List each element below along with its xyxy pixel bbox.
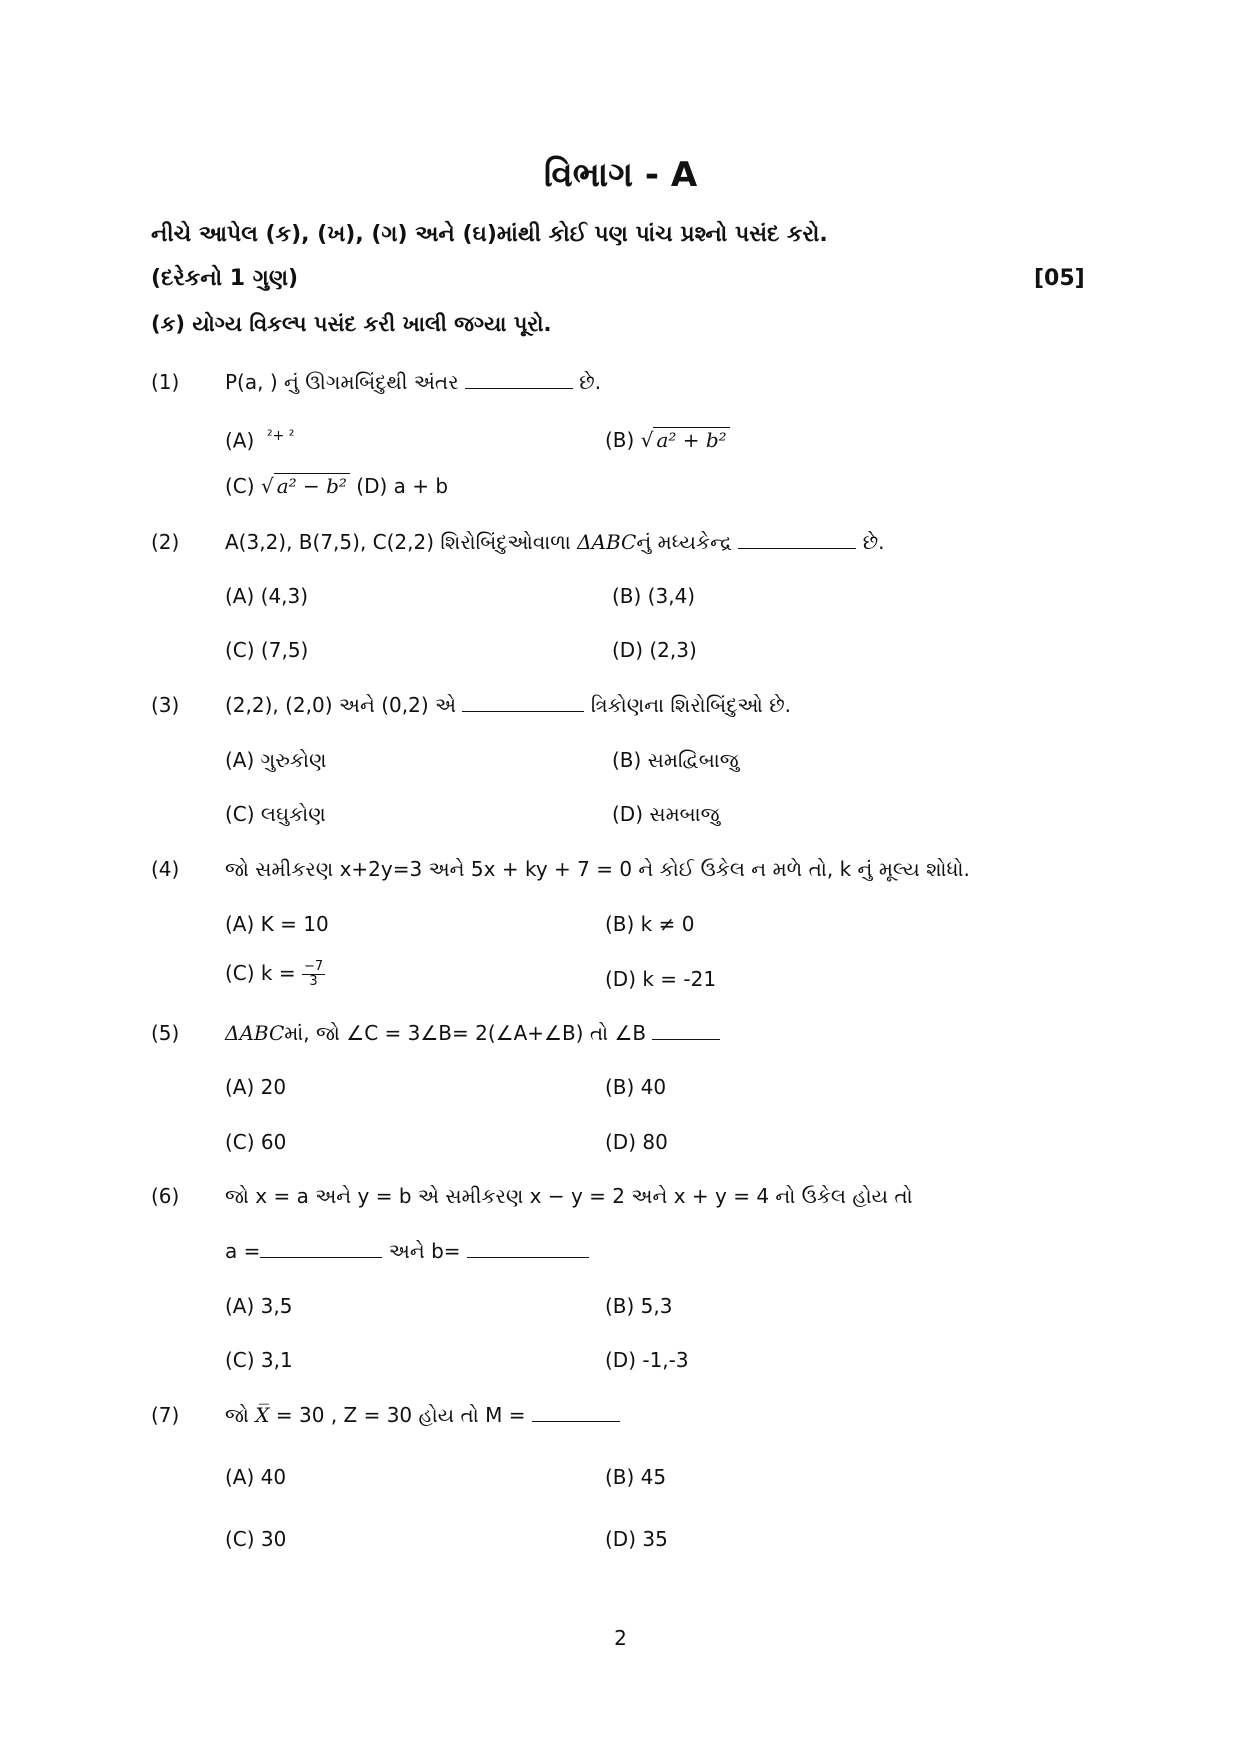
option-d: (D) 35 (605, 1527, 668, 1551)
answer-blank (260, 1256, 382, 1258)
option-label: (C) (225, 474, 255, 498)
math-expression: ΔABC (577, 530, 637, 554)
option-c: (C) લઘુકોણ (225, 802, 326, 826)
fraction (302, 960, 325, 989)
answer-blank (738, 547, 856, 549)
option-d: (D) -1,-3 (605, 1348, 689, 1372)
question-text: જો સમીકરણ x+2y=3 અને 5x + ky + 7 = 0 ને કોઈ ઉકેલ ન મળે તો, k નું મૂલ્ય શોધો. (225, 857, 970, 881)
question-text (225, 1021, 720, 1045)
option-b: (B) 5,3 (605, 1294, 673, 1318)
option-text: ²+ ² (267, 428, 295, 444)
answer-blank (462, 710, 584, 712)
option-b: (B) સમદ્વિબાજુ (612, 748, 739, 772)
option-c: (C) (7,5) (225, 638, 309, 662)
option-a: (A) (4,3) (225, 584, 309, 608)
instruction-line-1: નીચે આપેલ (ક), (ખ), (ગ) અને (ઘ)માંથી કોઈ પણ પાંચ પ્રશ્નો પસંદ કરો. (151, 222, 828, 247)
option-c-d (225, 474, 448, 498)
question-number: (6) (151, 1184, 180, 1208)
option-c: (C) 60 (225, 1130, 287, 1154)
option-d: (D) 80 (605, 1130, 668, 1154)
option-label: (C) k = (225, 961, 296, 985)
question-text-part: ત્રિકોણના શિરોબિંદુઓ છે. (590, 693, 792, 717)
option-label: (D) (356, 474, 388, 498)
question-text-part: અને b= (388, 1239, 461, 1263)
option-b: (B) 40 (605, 1075, 667, 1099)
question-text-part: P(a, ) નું ઊગમબિંદુથી અંતર (225, 370, 459, 394)
option-label: (B) (605, 428, 635, 452)
question-number: (2) (151, 530, 180, 554)
fraction-numerator: −7 (303, 959, 324, 974)
option-d: (D) k = -21 (605, 967, 717, 991)
math-expression: ΔABC (225, 1021, 285, 1045)
option-d: (D) સમબાજુ (612, 802, 720, 826)
option-b: (B) 45 (605, 1465, 667, 1489)
question-number: (4) (151, 857, 180, 881)
option-a: (A) 20 (225, 1075, 287, 1099)
math-expression: X̅ (255, 1403, 270, 1427)
option-d: (D) (2,3) (612, 638, 697, 662)
option-a (225, 428, 294, 453)
option-c: (C) 3,1 (225, 1348, 293, 1372)
option-b: (B) k ≠ 0 (605, 912, 695, 936)
question-text-part: માં, જો ∠C = 3∠B= 2(∠A+∠B) તો ∠B (284, 1021, 647, 1045)
option-a: (A) ગુરુકોણ (225, 748, 327, 772)
question-text-part: (2,2), (2,0) અને (0,2) એ (225, 693, 457, 717)
sqrt-expression: √ a² − b² (261, 473, 350, 498)
question-text-part: છે. (579, 370, 602, 394)
question-text-part: નું મધ્યકેન્દ્ર (636, 530, 732, 554)
question-text-part: છે. (862, 530, 885, 554)
question-text-part: A(3,2), B(7,5), C(2,2) શિરોબિંદુઓવાળા (225, 530, 571, 554)
option-b (605, 428, 730, 452)
question-number: (5) (151, 1021, 180, 1045)
answer-blank (652, 1038, 720, 1040)
fraction-denominator: 3 (309, 974, 318, 989)
question-text: જો x = a અને y = b એ સમીકરણ x − y = 2 અને x + y = 4 નો ઉકેલ હોય તો (225, 1184, 913, 1208)
instruction-line-2: (દરેકનો 1 ગુણ) (151, 266, 299, 291)
sub-instruction: (ક) યોગ્ય વિકલ્પ પસંદ કરી ખાલી જગ્યા પૂરો. (151, 312, 552, 336)
option-a: (A) 40 (225, 1465, 287, 1489)
question-text-line-2 (225, 1239, 589, 1263)
question-text (225, 693, 791, 717)
page-number: 2 (614, 1626, 627, 1650)
question-text (225, 1403, 620, 1427)
sqrt-expression: √ a² + b² (641, 427, 730, 452)
question-number: (3) (151, 693, 180, 717)
question-number: (7) (151, 1403, 180, 1427)
option-text: a² − b² (274, 473, 350, 498)
option-b: (B) (3,4) (612, 584, 696, 608)
option-a: (A) 3,5 (225, 1294, 293, 1318)
answer-blank (465, 387, 573, 389)
option-label: (A) (225, 428, 255, 453)
option-a: (A) K = 10 (225, 912, 329, 936)
option-c (225, 960, 325, 989)
answer-blank (467, 1256, 589, 1258)
question-text (225, 530, 885, 554)
question-number: (1) (151, 370, 180, 394)
answer-blank (532, 1420, 620, 1422)
option-text: a² + b² (653, 427, 729, 452)
question-text-part: a = (225, 1239, 261, 1263)
section-title: વિભાગ - A (543, 155, 698, 195)
question-text-part: = 30 , Z = 30 હોય તો M = (275, 1403, 526, 1427)
option-text: a + b (393, 474, 449, 498)
marks-label: [05] (1034, 266, 1085, 291)
option-c: (C) 30 (225, 1527, 287, 1551)
question-text (225, 370, 601, 394)
question-text-part: જો (225, 1403, 249, 1427)
